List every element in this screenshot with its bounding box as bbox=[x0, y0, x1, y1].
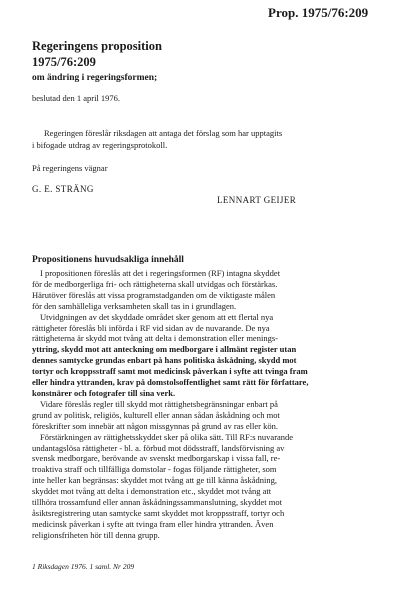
body-line: troaktiva straff och tillfälliga domstolar - fogas följande rättigheter, som bbox=[32, 464, 277, 475]
body-line: grund av politisk, religiös, kulturell eller annan sådan åskådning och mot bbox=[32, 409, 280, 420]
body-line: yttring, skydd mot att anteckning om medborgare i allmänt register utan bbox=[32, 344, 297, 355]
body-line: inte heller kan begränsas: skyddet mot tvång att ge till känna åskådning, bbox=[32, 475, 278, 486]
body-line: Förstärkningen av rättighetsskyddet sker på olika sätt. Till RF:s nuvarande bbox=[40, 431, 294, 442]
document-title-line-2: 1975/76:209 bbox=[32, 55, 96, 69]
signatory-2: LENNART GEIJER bbox=[217, 195, 297, 205]
body-line: tillhöra trossamfund eller annan åskådningssammanslutning, skyddet mot bbox=[32, 497, 282, 508]
document-title-line-1: Regeringens proposition bbox=[32, 39, 162, 53]
document-subtitle: om ändring i regeringsformen; bbox=[32, 73, 158, 83]
body-line: I propositionen föreslås att det i regeringsformen (RF) intagna skyddet bbox=[40, 268, 281, 278]
body-line: för de medborgerliga fri- och rättigheterna skall utvidgas och förstärkas. bbox=[32, 278, 278, 289]
body-line: dennes samtycke grundas enbart på hans politiska åskådning, skydd mot bbox=[32, 355, 297, 366]
section-body bbox=[32, 268, 367, 541]
intro-line: Regeringen föreslår riksdagen att antaga det förslag som har upptagits bbox=[44, 128, 283, 138]
body-line: religionsfriheten hör till denna grupp. bbox=[32, 529, 160, 540]
section-heading: Propositionens huvudsakliga innehåll bbox=[32, 255, 184, 265]
body-line: undantagslösa rättigheter - bl. a. förbud mot dödsstraff, landsförvisning av bbox=[32, 442, 285, 453]
body-line: svensk medborgare, berövande av svenskt medborgarskap i vissa fall, re- bbox=[32, 453, 281, 464]
body-line: Vidare föreslås regler till skydd mot rättighetsbegränsningar enbart på bbox=[40, 398, 278, 409]
body-line: konstnärer och fotografer till sina verk. bbox=[32, 387, 176, 398]
decision-date: beslutad den 1 april 1976. bbox=[32, 93, 121, 103]
intro-paragraph bbox=[32, 128, 362, 151]
body-line: medicinsk påverkan i syfte att tvinga fram eller hindra yttranden. Även bbox=[32, 518, 274, 529]
page-footer-citation: 1 Riksdagen 1976. 1 saml. Nr 209 bbox=[32, 562, 135, 571]
body-line: tortyr och kroppsstraff samt mot medicinsk påverkan i syfte att tvinga fram bbox=[32, 366, 308, 377]
intro-line: i bifogade utdrag av regeringsprotokoll. bbox=[32, 139, 168, 150]
body-line: rättigheterna är skydd mot tvång att delta i demonstration eller menings- bbox=[32, 333, 278, 344]
body-line: för den samhälleliga verksamheten skall tas in i grundlagen. bbox=[32, 300, 237, 311]
signatory-1: G. E. STRÄNG bbox=[32, 184, 94, 194]
body-line: åsiktsregistrering utan samtycke samt skyddet mot kroppsstraff, tortyr och bbox=[32, 507, 285, 518]
body-line: Utvidgningen av det skyddade området sker genom att ett flertal nya bbox=[40, 311, 274, 322]
proposition-number: Prop. 1975/76:209 bbox=[268, 5, 369, 20]
body-line: föreskrifter som innebär att någon missgynnas på grund av ras eller kön. bbox=[32, 420, 278, 431]
document-title bbox=[32, 38, 162, 70]
body-line: eller hindra yttranden, krav på domstolsoffentlighet samt rätt för författare, bbox=[32, 377, 309, 388]
body-line: rättigheter föreslås bli införda i RF vid sidan av de nuvarande. De nya bbox=[32, 322, 270, 333]
body-line: skyddet mot tvång att delta i demonstration etc., skyddet mot tvång att bbox=[32, 486, 272, 497]
body-line: Härutöver föreslås att vissa programstadganden om de viktigaste målen bbox=[32, 289, 276, 300]
on-behalf-line: På regeringens vägnar bbox=[32, 163, 108, 173]
